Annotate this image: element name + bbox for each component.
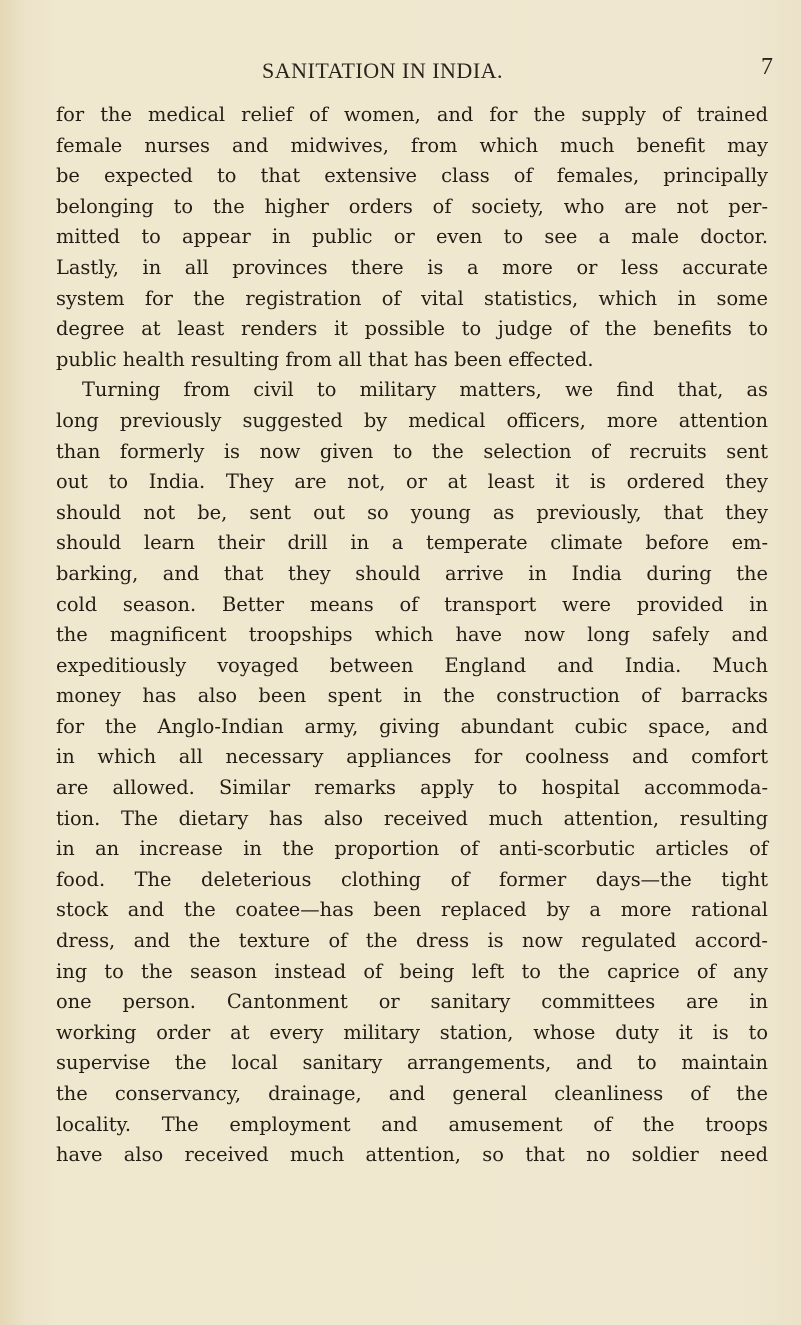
text-line: for the medical relief of women, and for the supply of trained bbox=[56, 103, 768, 126]
text-line: for the Anglo-Indian army, giving abundant cubic space, and bbox=[56, 714, 768, 738]
text-line: in which all necessary appliances for coolness and comfort bbox=[56, 745, 768, 769]
text-line: system for the registration of vital statistics, which in some bbox=[56, 286, 768, 310]
page-number: 7 bbox=[761, 54, 773, 80]
text-line: belonging to the higher orders of society, who are not per- bbox=[56, 194, 768, 218]
text-line: cold season. Better means of transport were provided in bbox=[56, 592, 768, 616]
page-header bbox=[0, 54, 801, 88]
text-line: should not be, sent out so young as previously, that they bbox=[56, 500, 768, 524]
text-line: should learn their drill in a temperate climate before em- bbox=[56, 531, 768, 555]
running-head: SANITATION IN INDIA. bbox=[262, 58, 504, 83]
text-line: long previously suggested by medical officers, more attention bbox=[56, 408, 768, 432]
text-line: be expected to that extensive class of females, principally bbox=[56, 164, 768, 188]
text-line: the conservancy, drainage, and general cleanliness of the bbox=[56, 1082, 768, 1105]
text-line: ing to the season instead of being left to the caprice of any bbox=[56, 959, 768, 983]
text-line: out to India. They are not, or at least it is ordered they bbox=[56, 470, 768, 494]
text-line: in an increase in the proportion of anti-scorbutic articles of bbox=[56, 837, 768, 861]
text-line: the magnificent troopships which have now long safely and bbox=[56, 623, 768, 647]
text-line: one person. Cantonment or sanitary committees are in bbox=[56, 990, 768, 1014]
text-line: tion. The dietary has also received much attention, resulting bbox=[56, 806, 768, 830]
text-line: expeditiously voyaged between England and India. Much bbox=[56, 653, 768, 677]
text-line: Turning from civil to military matters, we find that, as bbox=[82, 378, 768, 402]
text-line: are allowed. Similar remarks apply to hospital accommoda- bbox=[56, 776, 768, 800]
text-line: money has also been spent in the construction of barracks bbox=[56, 684, 768, 708]
text-line: have also received much attention, so that no soldier need bbox=[56, 1143, 768, 1167]
text-line: supervise the local sanitary arrangements, and to maintain bbox=[56, 1051, 768, 1075]
text-line: food. The deleterious clothing of former days—the tight bbox=[56, 867, 768, 891]
text-line: Lastly, in all provinces there is a more or less accurate bbox=[56, 255, 768, 279]
text-line: barking, and that they should arrive in India during the bbox=[56, 561, 768, 585]
text-line: degree at least renders it possible to judge of the benefits to bbox=[56, 317, 768, 341]
text-line: stock and the coatee—has been replaced by a more rational bbox=[56, 898, 768, 922]
text-line: working order at every military station, whose duty it is to bbox=[56, 1020, 768, 1044]
text-line: female nurses and midwives, from which much benefit may bbox=[56, 133, 768, 157]
text-line: mitted to appear in public or even to see a male doctor. bbox=[56, 225, 768, 249]
body-text bbox=[56, 100, 768, 1171]
text-line: locality. The employment and amusement of the troops bbox=[56, 1112, 768, 1136]
text-line: than formerly is now given to the selection of recruits sent bbox=[56, 439, 768, 463]
text-line: dress, and the texture of the dress is now regulated accord- bbox=[56, 929, 768, 953]
text-line: public health resulting from all that has been effected. bbox=[56, 347, 594, 371]
